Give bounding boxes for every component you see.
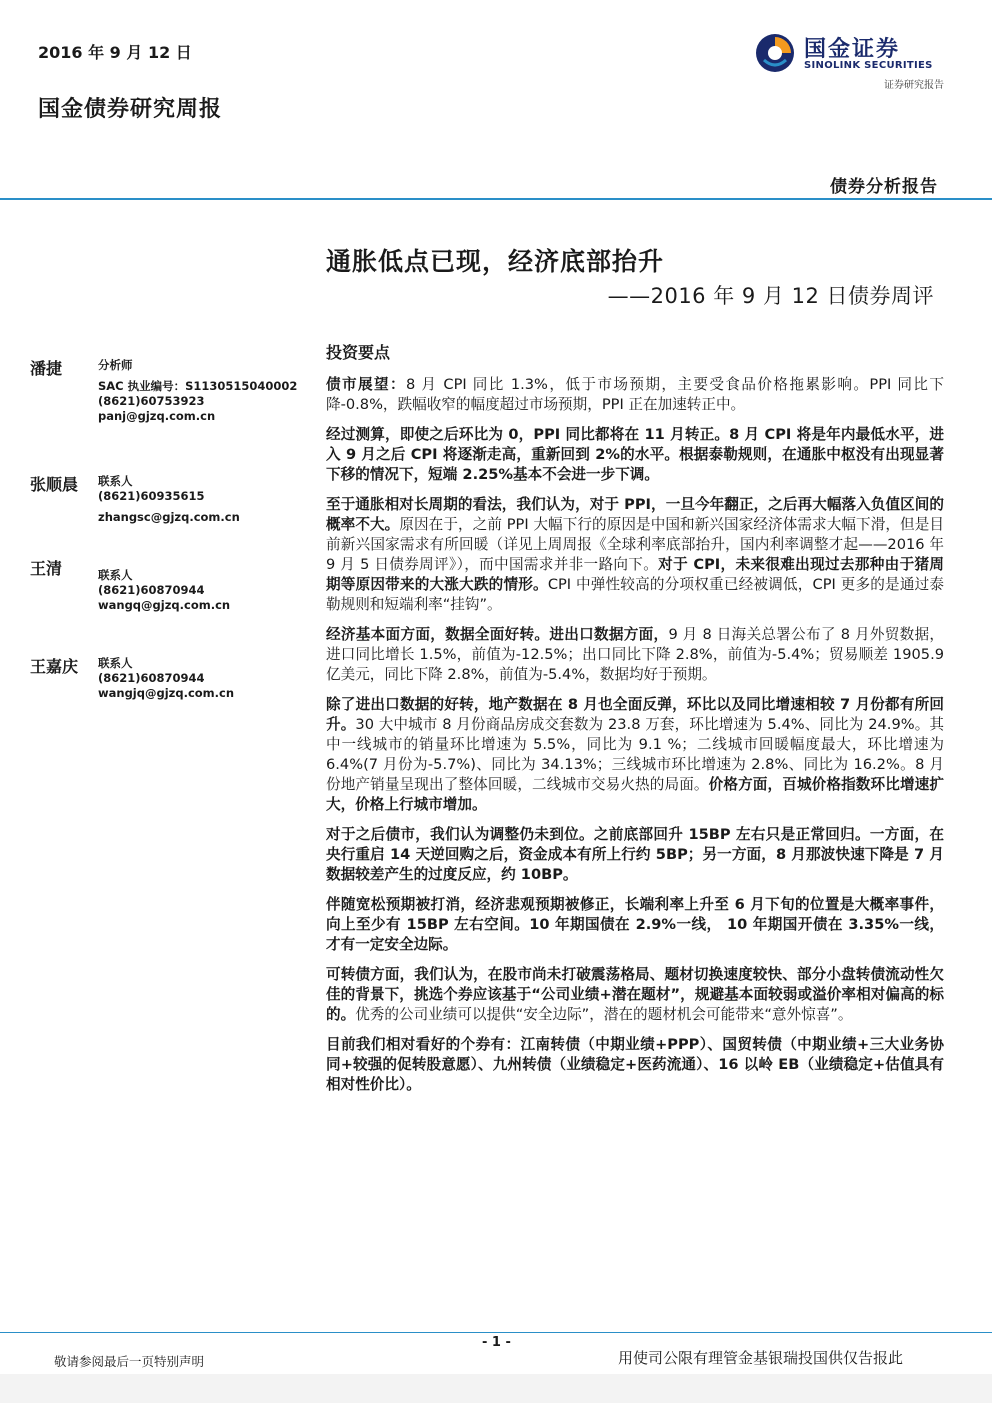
footer-disclaimer: 敬请参阅最后一页特别声明	[54, 1354, 205, 1369]
investment-highlights	[326, 340, 944, 1105]
author-name: 潘捷	[30, 359, 63, 378]
sinolink-logo-icon	[754, 32, 796, 74]
author-phone: (8621)60870944	[98, 671, 205, 685]
paragraph: 除了进出口数据的好转，地产数据在 8 月也全面反弹，环比以及同比增速相较 7 月份都有所回升。30 大中城市 8 月份商品房成交套数为 23.8 万套，环比增速为 5.4%、同比为 24.9%。其中一线城市的销量环比增速为 5.5%，同比为 9.1 %；二线城市回暖幅度最大，环比增速为 6.4%(7 月份为-5.7%)、同比为 34.13%；三线城市环比增速为 2.8%、同比为 16.2%。8 月份地产销量呈现出了整体回暖，二线城市交易火热的局面。价格方面，百城价格指数环比增速扩大，价格上行城市增加。	[326, 696, 944, 813]
paragraph: 债市展望：8 月 CPI 同比 1.3%，低于市场预期，主要受食品价格拖累影响。PPI 同比下降-0.8%，跌幅收窄的幅度超过市场预期，PPI 正在加速转正中。	[326, 376, 944, 413]
footer-strip	[0, 1374, 992, 1403]
page-number: - 1 -	[482, 1335, 511, 1350]
paragraph: 可转债方面，我们认为，在股市尚未打破震荡格局、题材切换速度较快、部分小盘转债流动性欠佳的背景下，挑选个券应该基于“公司业绩+潜在题材”，规避基本面较弱或溢价率相对偏高的标的。优秀的公司业绩可以提供“安全边际”，潜在的题材机会可能带来“意外惊喜”。	[326, 966, 944, 1023]
author-role: 联系人	[98, 656, 133, 670]
paragraph: 经过测算，即使之后环比为 0，PPI 同比都将在 11 月转正。8 月 CPI 将是年内最低水平，进入 9 月之后 CPI 将逐渐走高，重新回到 2%的水平。根据泰勒规则，在通胀中枢没有出现显著下移的情况下，短端 2.25%基本不会进一步下调。	[326, 426, 944, 483]
logo-subtitle: 证券研究报告	[884, 80, 944, 91]
logo-name-cn: 国金证券	[804, 37, 901, 62]
section-heading: 投资要点	[326, 343, 391, 362]
author-role: 分析师	[98, 358, 133, 372]
paragraph: 目前我们相对看好的个券有：江南转债（中期业绩+PPP）、国贸转债（中期业绩+三大业务协同+较强的促转股意愿）、九州转债（业绩稳定+医药流通）、16 以岭 EB（业绩稳定+估值具有相对性价比）。	[326, 1036, 944, 1093]
header-divider	[0, 198, 992, 200]
report-subtitle: ——2016 年 9 月 12 日债券周评	[607, 284, 934, 308]
author-email: zhangsc@gjzq.com.cn	[98, 510, 240, 524]
author-name: 王嘉庆	[30, 657, 79, 676]
paragraph: 经济基本面方面，数据全面好转。进出口数据方面，9 月 8 日海关总署公布了 8 月外贸数据，进口同比增长 1.5%，前值为-12.5%；出口同比下降 2.8%，前值为-5.4%；贸易顺差 1905.9 亿美元，同比下降 2.8%，前值为-5.4%，数据均好于预期。	[326, 626, 944, 683]
paragraph: 对于之后债市，我们认为调整仍未到位。之前底部回升 15BP 左右只是正常回归。一方面，在央行重启 14 天逆回购之后，资金成本有所上行约 5BP；另一方面，8 月那波快速下降是 7 月数据较差产生的过度反应，约 10BP。	[326, 826, 944, 883]
footer-notice: 用使司公限有理管金基银瑞投国供仅告报此	[618, 1349, 904, 1367]
author-role: 联系人	[98, 568, 133, 582]
author-phone: (8621)60753923	[98, 394, 205, 408]
report-type: 债券分析报告	[830, 177, 938, 197]
report-date: 2016 年 9 月 12 日	[38, 43, 192, 62]
author-name: 张顺晨	[30, 475, 79, 494]
author-phone: (8621)60935615	[98, 489, 205, 503]
author-name: 王清	[30, 559, 63, 578]
author-phone: (8621)60870944	[98, 583, 205, 597]
report-series-title: 国金债券研究周报	[38, 97, 223, 122]
paragraph: 伴随宽松预期被打消，经济悲观预期被修正，长端利率上升至 6 月下旬的位置是大概率事件，向上至少有 15BP 左右空间。10 年期国债在 2.9%一线， 10 年期国开债在 3.35%一线，才有一定安全边际。	[326, 896, 944, 953]
author-email: wangq@gjzq.com.cn	[98, 598, 231, 612]
footer-divider	[0, 1332, 992, 1333]
author-email: panj@gjzq.com.cn	[98, 409, 216, 423]
author-role: 联系人	[98, 474, 133, 488]
logo-name-en: SINOLINK SECURITIES	[804, 60, 933, 71]
paragraph: 至于通胀相对长周期的看法，我们认为，对于 PPI，一旦今年翻正，之后再大幅落入负值区间的概率不大。原因在于，之前 PPI 大幅下行的原因是中国和新兴国家经济体需求大幅下滑，但是目前新兴国家需求有所回暖（详见上周周报《全球利率底部抬升，国内利率调整才起——2016 年 9 月 5 日债券周评》），而中国需求并非一路向下。对于 CPI，未来很难出现过去那种由于猪周期等原因带来的大涨大跌的情形。CPI 中弹性较高的分项权重已经被调低，CPI 更多的是通过泰勒规则和短端利率“挂钩”。	[326, 496, 945, 613]
author-email: wangjq@gjzq.com.cn	[98, 686, 235, 700]
author-sac: SAC 执业编号：S1130515040002	[98, 379, 298, 393]
company-logo	[754, 30, 944, 90]
report-title: 通胀低点已现，经济底部抬升	[326, 247, 665, 276]
